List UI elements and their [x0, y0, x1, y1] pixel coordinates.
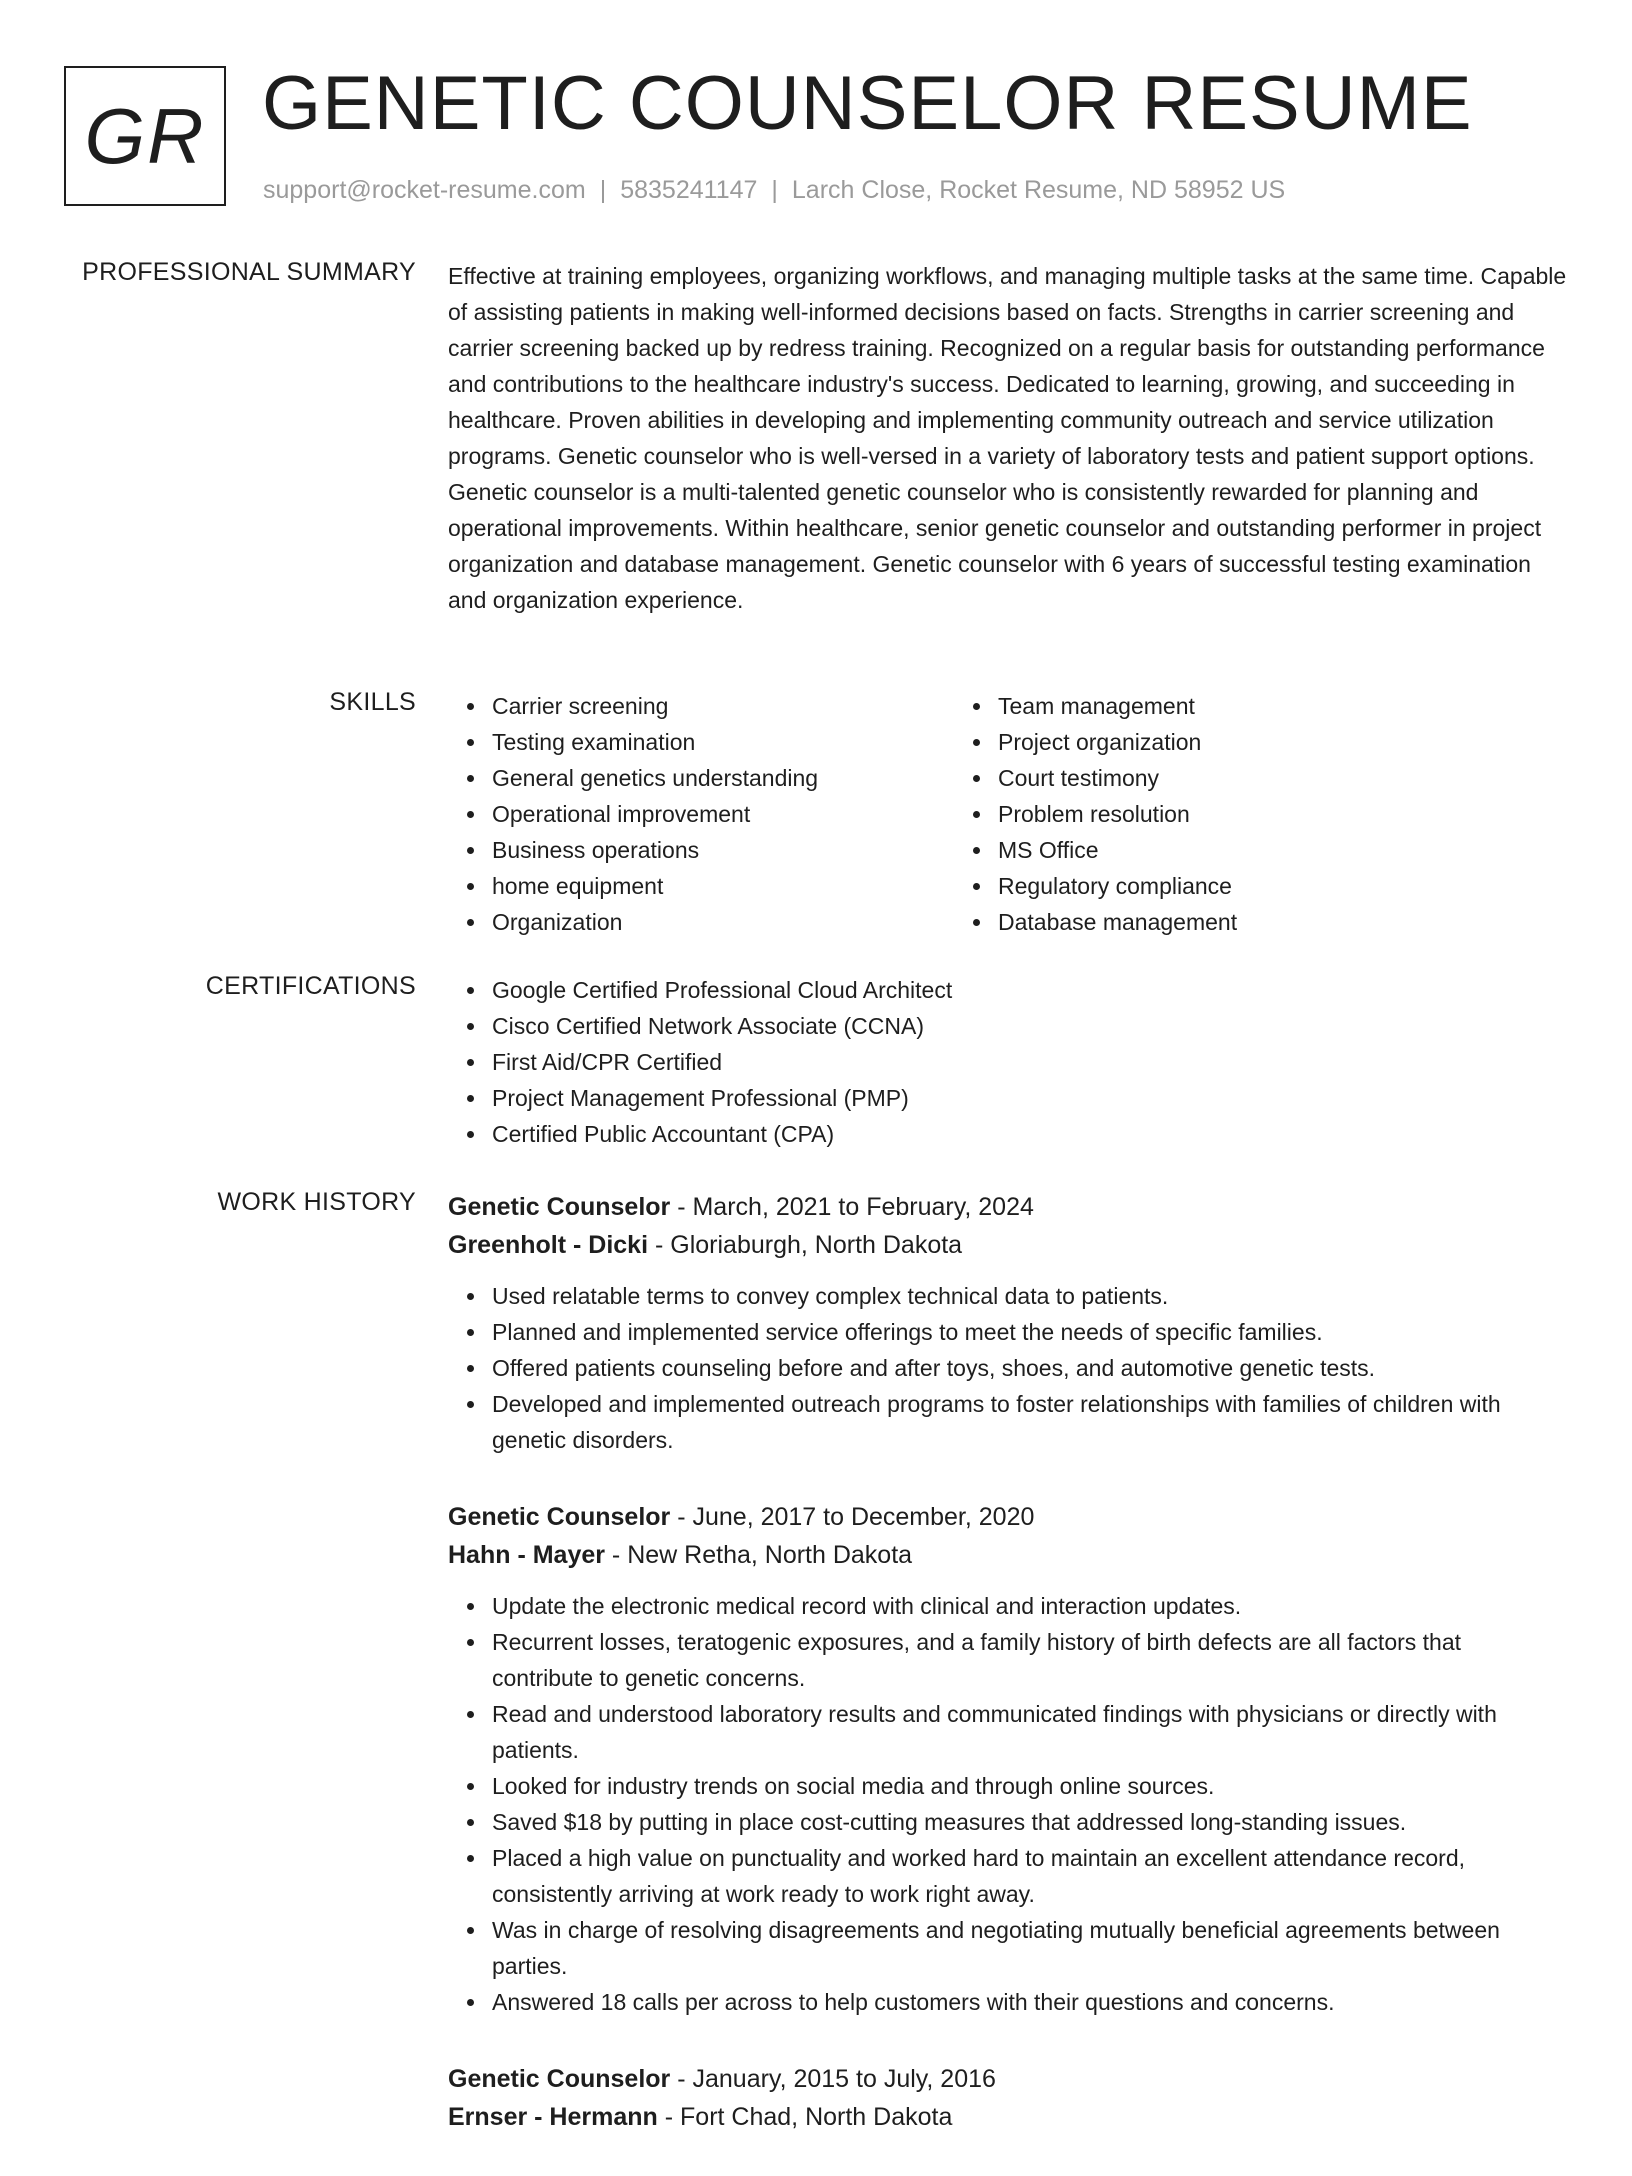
job-entry: [448, 2060, 1568, 2136]
list-item: General genetics understanding: [492, 760, 954, 796]
list-item: Placed a high value on punctuality and worked hard to maintain an excellent attendance record, consistently arriving at work ready to work right away.: [492, 1840, 1568, 1912]
list-item: Certified Public Accountant (CPA): [492, 1116, 1568, 1152]
section-heading-skills: SKILLS: [329, 688, 416, 716]
monogram-badge: GR: [64, 66, 226, 206]
job-company-line: [448, 1226, 1568, 1264]
list-item: Update the electronic medical record with clinical and interaction updates.: [492, 1588, 1568, 1624]
list-item: Team management: [954, 688, 1460, 724]
job-company-line: [448, 2098, 1568, 2136]
job-duties-list: [448, 1588, 1568, 2020]
job-location: - New Retha, North Dakota: [604, 1541, 913, 1569]
job-company: Greenholt - Dicki: [448, 1231, 649, 1259]
list-item: Cisco Certified Network Associate (CCNA): [492, 1008, 1568, 1044]
job-company-line: [448, 1536, 1568, 1574]
job-duties-list: [448, 1278, 1568, 1458]
list-item: Was in charge of resolving disagreements and negotiating mutually beneficial agreements between parties.: [492, 1912, 1568, 1984]
job-title: Genetic Counselor: [448, 1193, 671, 1221]
contact-line: [263, 176, 1285, 205]
job-dates: - January, 2015 to July, 2016: [670, 2065, 996, 2093]
job-title-line: [448, 2060, 1568, 2098]
list-item: Project organization: [954, 724, 1460, 760]
job-dates: - June, 2017 to December, 2020: [670, 1503, 1035, 1531]
list-item: Carrier screening: [492, 688, 954, 724]
list-item: Developed and implemented outreach programs to foster relationships with families of children with genetic disorders.: [492, 1386, 1568, 1458]
list-item: Database management: [954, 904, 1460, 940]
list-item: Organization: [492, 904, 954, 940]
list-item: Operational improvement: [492, 796, 954, 832]
summary-text: Effective at training employees, organizing workflows, and managing multiple tasks at the same time. Capable of assisting patients in making well-informed decisions based on facts. Strengths in carrier screening and carrier screening backed up by redress training. Recognized on a regular basis for outstanding performance and contributions to the healthcare industry's success. Dedicated to learning, growing, and succeeding in healthcare. Proven abilities in developing and implementing community outreach and service utilization programs. Genetic counselor who is well-versed in a variety of laboratory tests and patient support options. Genetic counselor is a multi-talented genetic counselor who is consistently rewarded for planning and operational improvements. Within healthcare, senior genetic counselor and outstanding performer in project organization and database management. Genetic counselor with 6 years of successful testing examination and organization experience.: [448, 263, 1567, 613]
contact-address: Larch Close, Rocket Resume, ND 58952 US: [791, 176, 1286, 204]
list-item: MS Office: [954, 832, 1460, 868]
list-item: Answered 18 calls per across to help customers with their questions and concerns.: [492, 1984, 1568, 2020]
list-item: Saved $18 by putting in place cost-cutting measures that addressed long-standing issues.: [492, 1804, 1568, 1840]
contact-email[interactable]: support@rocket-resume.com: [263, 176, 586, 204]
contact-separator: |: [771, 176, 778, 204]
list-item: Regulatory compliance: [954, 868, 1460, 904]
contact-phone[interactable]: 5835241147: [620, 176, 758, 204]
job-title: Genetic Counselor: [448, 2065, 671, 2093]
job-location: - Fort Chad, North Dakota: [657, 2103, 953, 2131]
list-item: Read and understood laboratory results and communicated findings with physicians or directly with patients.: [492, 1696, 1568, 1768]
job-location: - Gloriaburgh, North Dakota: [648, 1231, 963, 1259]
page-title: GENETIC COUNSELOR RESUME: [262, 61, 1473, 146]
job-title-line: [448, 1498, 1568, 1536]
list-item: Recurrent losses, teratogenic exposures, and a family history of birth defects are all factors that contribute to genetic concerns.: [492, 1624, 1568, 1696]
section-heading-work-history: WORK HISTORY: [217, 1188, 416, 1216]
job-company: Ernser - Hermann: [448, 2103, 658, 2131]
work-history-body: [448, 1188, 1568, 2176]
list-item: Problem resolution: [954, 796, 1460, 832]
list-item: Testing examination: [492, 724, 954, 760]
list-item: Court testimony: [954, 760, 1460, 796]
list-item: First Aid/CPR Certified: [492, 1044, 1568, 1080]
list-item: home equipment: [492, 868, 954, 904]
job-entry: [448, 1188, 1568, 1458]
list-item: Google Certified Professional Cloud Architect: [492, 972, 1568, 1008]
list-item: Project Management Professional (PMP): [492, 1080, 1568, 1116]
job-title: Genetic Counselor: [448, 1503, 671, 1531]
list-item: Used relatable terms to convey complex technical data to patients.: [492, 1278, 1568, 1314]
list-item: Looked for industry trends on social media and through online sources.: [492, 1768, 1568, 1804]
job-company: Hahn - Mayer: [448, 1541, 605, 1569]
certifications-body: [448, 972, 1568, 1152]
section-heading-certifications: CERTIFICATIONS: [205, 972, 416, 1000]
resume-header: [64, 61, 1564, 212]
list-item: Offered patients counseling before and after toys, shoes, and automotive genetic tests.: [492, 1350, 1568, 1386]
skills-list-right: [954, 688, 1460, 940]
list-item: Business operations: [492, 832, 954, 868]
list-item: Planned and implemented service offerings to meet the needs of specific families.: [492, 1314, 1568, 1350]
skills-body: [448, 688, 1568, 940]
job-title-line: [448, 1188, 1568, 1226]
skills-list-left: [448, 688, 954, 940]
job-entry: [448, 1498, 1568, 2020]
certifications-list: [448, 972, 1568, 1152]
contact-separator: |: [599, 176, 607, 204]
section-heading-summary: PROFESSIONAL SUMMARY: [82, 258, 416, 286]
job-dates: - March, 2021 to February, 2024: [670, 1193, 1034, 1221]
